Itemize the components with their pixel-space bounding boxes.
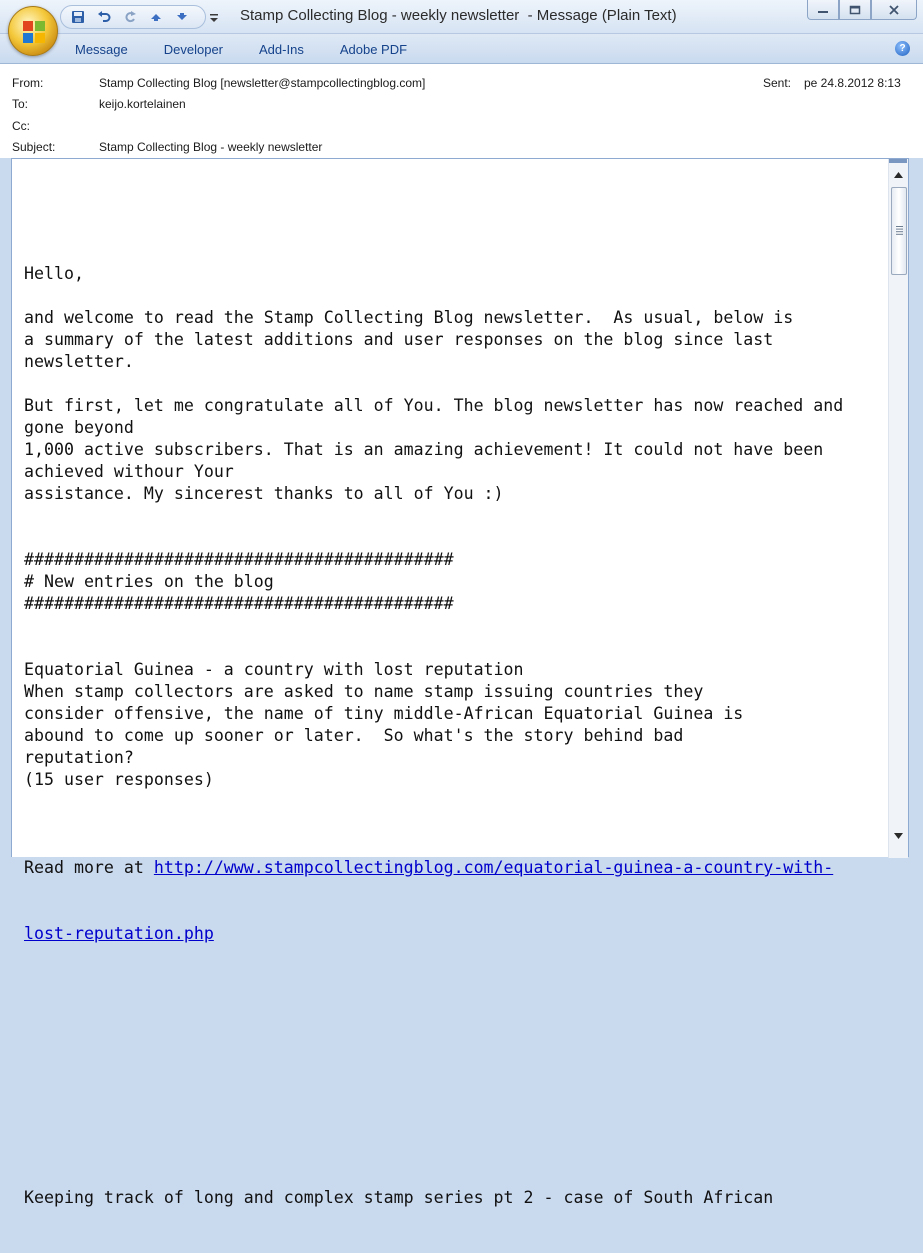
vertical-scrollbar[interactable] (888, 159, 908, 858)
blank-line (24, 989, 890, 1011)
minimize-icon (817, 6, 829, 14)
title-bar (0, 0, 923, 34)
body-line: Equatorial Guinea - a country with lost reputation (24, 660, 524, 679)
help-icon[interactable]: ? (895, 41, 910, 56)
from-value[interactable]: Stamp Collecting Blog [newsletter@stampcollectingblog.com] (99, 76, 426, 90)
blank-line (24, 1055, 890, 1077)
customize-toolbar-dropdown-icon[interactable] (208, 10, 220, 24)
restore-icon (849, 5, 861, 15)
body-line: 1,000 active subscribers. That is an amazing achievement! It could not have been (24, 440, 824, 459)
window-controls (807, 0, 917, 20)
blank-line (24, 527, 890, 549)
body-line: consider offensive, the name of tiny middle-African Equatorial Guinea is (24, 704, 744, 723)
blank-line (24, 505, 890, 527)
body-line: achieved withour Your (24, 462, 234, 481)
window-title: Stamp Collecting Blog - weekly newsletter - Message (Plain Text) (240, 7, 677, 24)
message-body[interactable] (11, 158, 909, 1207)
sent-label: Sent: (763, 76, 792, 90)
office-logo-icon (21, 19, 47, 45)
undo-icon[interactable] (95, 8, 113, 26)
body-line: assistance. My sincerest thanks to all of You :) (24, 484, 504, 503)
ribbon (0, 34, 923, 64)
next-item-icon[interactable] (173, 8, 191, 26)
blank-line (24, 791, 890, 813)
blank-line (24, 1121, 890, 1143)
read-more-line (24, 857, 890, 879)
save-icon[interactable] (69, 8, 87, 26)
subject-label: Subject: (12, 140, 56, 154)
restore-button[interactable] (839, 0, 871, 20)
close-icon (888, 5, 900, 15)
tab-add-ins[interactable]: Add-Ins (259, 42, 304, 57)
body-line: ########################################### (24, 550, 454, 569)
scrollbar-top-edge (889, 159, 907, 163)
next-entry-title: Keeping track of long and complex stamp series pt 2 - case of South African (24, 1188, 774, 1207)
body-line: abound to come up sooner or later. So what's the story behind bad (24, 726, 684, 745)
from-label: From: (12, 76, 44, 90)
blank-line (24, 373, 890, 395)
scroll-up-icon (894, 172, 903, 178)
blank-line (24, 615, 890, 637)
scroll-up-button[interactable] (889, 166, 908, 183)
read-more-prefix: Read more at (24, 858, 154, 877)
cc-label: Cc: (12, 119, 30, 133)
quick-access-toolbar (60, 5, 206, 29)
body-line: ########################################### (24, 594, 454, 613)
office-button[interactable] (8, 6, 58, 56)
body-line: reputation? (24, 748, 134, 767)
message-body-text (24, 197, 890, 1253)
blank-line (24, 637, 890, 659)
scroll-thumb[interactable] (891, 187, 907, 275)
body-line: When stamp collectors are asked to name stamp issuing countries they (24, 682, 704, 701)
body-line: (15 user responses) (24, 770, 214, 789)
message-header (0, 64, 923, 158)
to-value[interactable]: keijo.kortelainen (99, 97, 186, 111)
body-line: a summary of the latest additions and user responses on the blog since last (24, 330, 774, 349)
scroll-down-button[interactable] (889, 827, 908, 844)
tab-developer[interactable]: Developer (163, 42, 224, 57)
blank-line (24, 285, 890, 307)
read-more-line-cont (24, 923, 890, 945)
body-lines (24, 263, 890, 813)
article-link[interactable]: http://www.stampcollectingblog.com/equatorial-guinea-a-country-with- (153, 858, 834, 877)
scroll-grip-icon (896, 226, 903, 235)
body-line: and welcome to read the Stamp Collecting Blog newsletter. As usual, below is (24, 308, 794, 327)
to-label: To: (12, 97, 29, 111)
article-link-cont[interactable]: lost-reputation.php (24, 924, 214, 943)
body-line: newsletter. (24, 352, 134, 371)
tab-adobe-pdf[interactable]: Adobe PDF (339, 42, 408, 57)
close-button[interactable] (871, 0, 917, 20)
body-line: gone beyond (24, 418, 134, 437)
sent-value: pe 24.8.2012 8:13 (804, 76, 901, 90)
body-line: # New entries on the blog (24, 572, 274, 591)
redo-icon[interactable] (121, 8, 139, 26)
minimize-button[interactable] (807, 0, 839, 20)
ribbon-tabs (75, 42, 443, 57)
tab-message[interactable]: Message (75, 42, 128, 57)
body-line: But first, let me congratulate all of You. The blog newsletter has now reached and (24, 396, 844, 415)
body-line: Hello, (24, 264, 84, 283)
scroll-down-icon (894, 833, 903, 839)
previous-item-icon[interactable] (147, 8, 165, 26)
subject-value: Stamp Collecting Blog - weekly newsletter (99, 140, 323, 154)
